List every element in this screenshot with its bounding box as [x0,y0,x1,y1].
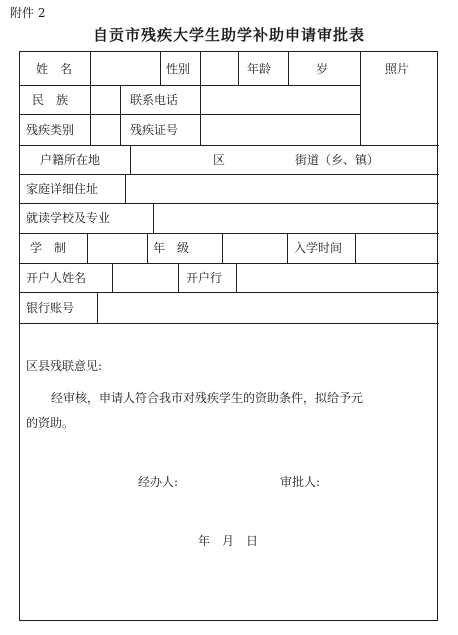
label-household-location: 户籍所在地 [40,153,101,167]
col-line [200,85,201,145]
col-line [153,203,154,233]
col-line [160,52,161,85]
label-age-unit: 岁 [316,62,329,76]
label-bank: 开户行 [186,271,223,285]
attachment-label: 附件 2 [10,6,46,20]
col-line [90,52,91,85]
col-line [125,174,126,203]
label-home-address: 家庭详细住址 [26,182,99,196]
application-form-table [19,51,438,621]
label-school-major: 就读学校及专业 [26,211,111,225]
label-ethnicity: 民 族 [32,93,69,107]
label-district: 区 [213,153,226,167]
opinion-body-line1: 经审核，申请人符合我市对残疾学生的资助条件，拟给予元 [51,391,364,405]
col-line [120,85,121,145]
row-line [20,233,439,234]
row-line [20,323,439,324]
label-disability-cert: 残疾证号 [130,123,179,137]
label-enroll-time: 入学时间 [294,241,343,255]
label-grade: 年 级 [153,241,190,255]
col-line [112,263,113,292]
col-line [238,52,239,85]
label-name: 姓 名 [36,62,73,76]
col-line [236,263,237,292]
approver-signature-label: 审批人: [280,475,321,489]
row-line [20,203,439,204]
row-line [20,85,360,86]
label-phone: 联系电话 [130,93,179,107]
col-line [288,52,289,85]
col-line [90,85,91,145]
label-disability-type: 残疾类别 [26,123,75,137]
col-line [222,233,223,263]
col-line [147,233,148,263]
col-line [200,52,201,85]
col-line [355,233,356,263]
label-street: 街道（乡、镇） [295,153,380,167]
row-line [20,292,439,293]
col-line [178,263,179,292]
form-title: 自贡市残疾大学生助学补助申请审批表 [92,26,365,44]
handler-signature-label: 经办人: [138,475,179,489]
label-photo: 照片 [385,62,410,76]
row-line [20,263,439,264]
row-line [20,174,439,175]
label-account-number: 银行账号 [26,301,75,315]
row-line [20,145,439,146]
row-line [20,114,360,115]
label-account-holder: 开户人姓名 [26,271,87,285]
label-program-length: 学 制 [30,241,67,255]
label-gender: 性别 [166,62,191,76]
col-line [87,233,88,263]
label-age: 年龄 [247,62,272,76]
col-line [97,292,98,323]
col-line [360,52,361,145]
col-line [130,145,131,174]
col-line [287,233,288,263]
opinion-heading: 区县残联意见: [26,359,103,373]
opinion-body-line2: 的资助。 [26,416,75,430]
date-label: 年 月 日 [198,534,259,548]
